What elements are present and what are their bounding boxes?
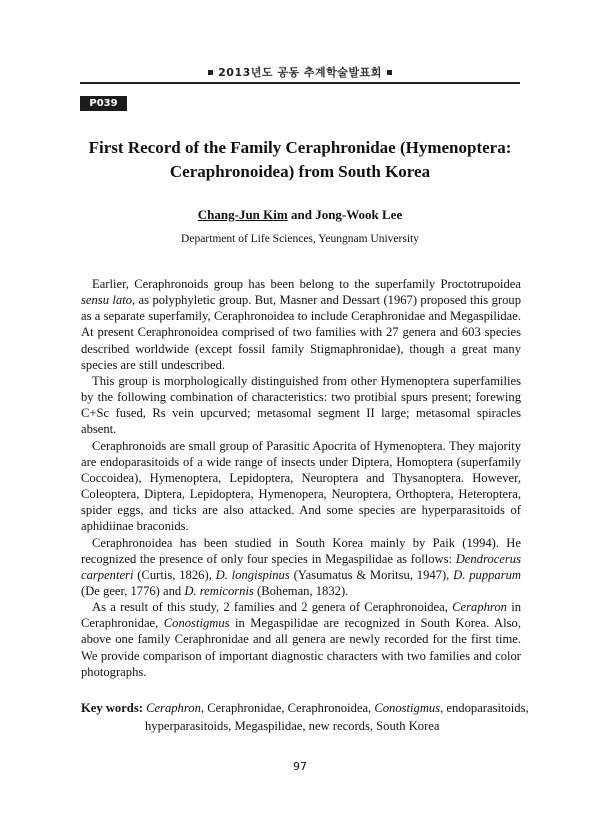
- italic-term: D. pupparum: [453, 567, 522, 582]
- text-run: As a result of this study, 2 families and 2 genera of Ceraphronoidea,: [92, 600, 453, 615]
- text-run: (De geer, 1776) and: [81, 583, 185, 598]
- paragraph-4: [81, 535, 521, 600]
- keywords-label: Key words:: [81, 701, 143, 715]
- affiliation: Department of Life Sciences, Yeungnam University: [181, 233, 419, 245]
- title-line-1: First Record of the Family Ceraphronidae (Hymenoptera:: [88, 138, 512, 157]
- keywords: [81, 700, 585, 735]
- text-run: , as polyphyletic group. But, Masner and Dessart (1967) proposed this group as a separate superfamily, Ceraphronoidea to include Ceraphronidae and Megaspilidae. At present Ceraphronoidea comprised of two families with 27 genera and 603 species described worldwide (except fossil family Stigmaphronidae), though a great many species are still undescribed.: [81, 293, 521, 372]
- header-rule: [80, 82, 520, 84]
- square-bullet-icon: [208, 70, 213, 75]
- paragraph-5: [81, 599, 521, 680]
- text-run: (Yasumatus & Moritsu, 1947),: [289, 567, 454, 582]
- text-run: in Megaspilidae are recognized in South Korea. Also, above one family Ceraphronidae and all genera are newly recorded for the first time. We provide comparison of important diagnostic characters with two families and color photographs.: [81, 616, 521, 679]
- text-run: in Ceraphronidae,: [81, 600, 521, 631]
- italic-term: Conostigmus: [163, 616, 230, 631]
- text-run: (Boheman, 1832).: [253, 583, 349, 598]
- italic-term: sensu lato: [81, 293, 132, 308]
- paper-title: [60, 136, 540, 184]
- text-run: , endoparasitoids, hyperparasitoids, Megaspilidae, new records, South Korea: [145, 701, 529, 733]
- italic-term: Dendrocerus carpenteri: [81, 551, 521, 582]
- italic-term: D. remicornis: [184, 583, 254, 598]
- header-text: 2013년도 공동 추계학술발표회: [218, 66, 382, 79]
- paragraph-2: This group is morphologically distinguished from other Hymenoptera superfamilies by the following combination of characteristics: two protibial spurs present; forewing C+Sc fused, Rs vein upcurved; metasomal segment II large; metasomal spiracles absent.: [81, 373, 521, 437]
- running-header: [0, 64, 600, 80]
- italic-term: Ceraphron: [452, 600, 507, 615]
- italic-term: D. longispinus: [215, 567, 290, 582]
- text-run: (Curtis, 1826),: [133, 567, 216, 582]
- title-line-2: Ceraphronoidea) from South Korea: [169, 162, 431, 181]
- abstract-body: [81, 276, 521, 680]
- text-run: Ceraphronoidea has been studied in South Korea mainly by Paik (1994). He recognized the presence of only four species in Megaspilidae as follows:: [81, 535, 521, 566]
- text-run: , Ceraphronidae, Ceraphronoidea,: [200, 701, 375, 715]
- author-joiner: and: [287, 207, 316, 222]
- italic-term: Conostigmus: [374, 701, 441, 715]
- author-first: Chang-Jun Kim: [197, 207, 288, 222]
- italic-term: Ceraphron: [142, 701, 201, 715]
- authors: [0, 207, 600, 223]
- poster-id-badge: P039: [80, 96, 127, 111]
- square-bullet-icon: [387, 70, 392, 75]
- page-number: 97: [293, 760, 307, 773]
- text-run: Earlier, Ceraphronoids group has been belong to the superfamily Proctotrupoidea: [92, 277, 521, 291]
- paragraph-3: Ceraphronoids are small group of Parasitic Apocrita of Hymenoptera. They majority are endoparasitoids of a wide range of insects under Diptera, Homoptera (superfamily Coccoidea), Hymenoptera, Lepidoptera, Neuroptera and Thysanoptera. However, Coleoptera, Diptera, Lepidoptera, Hymenopera, Neuroptera, Orthoptera, Heteroptera, spider eggs, and ticks are also attacked. And some species are hyperparasitoids of aphidiinae braconids.: [81, 438, 521, 534]
- paragraph-1: [81, 276, 521, 373]
- author-second: Jong-Wook Lee: [315, 207, 403, 222]
